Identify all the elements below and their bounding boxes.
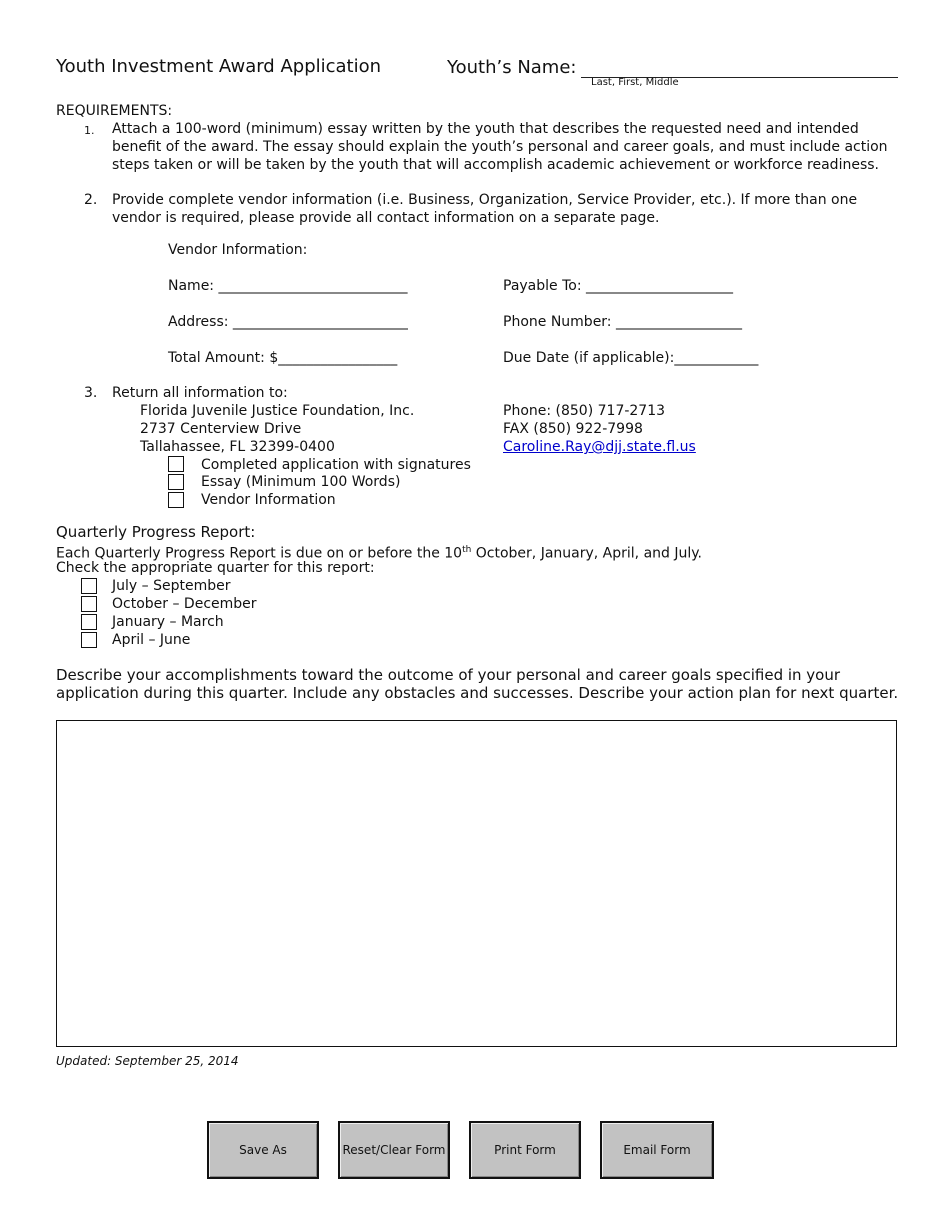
quarter-label-jan-mar: January – March	[112, 614, 224, 630]
quarter-checkbox-oct-dec[interactable]	[81, 596, 97, 612]
requirement-1-line-3: steps taken or will be taken by the youth that will accomplish academic achievement or workforce readiness.	[112, 157, 879, 173]
youth-name-hint: Last, First, Middle	[591, 77, 679, 88]
requirement-1-number: 1.	[84, 124, 95, 137]
checklist-label-vendor: Vendor Information	[201, 492, 336, 508]
accomplishments-text-area-container	[56, 720, 897, 1047]
describe-line-2: application during this quarter. Include any obstacles and successes. Describe your action plan for next quarter.	[56, 684, 899, 702]
requirement-2-number: 2.	[84, 192, 98, 208]
accomplishments-textarea[interactable]	[57, 721, 896, 1046]
requirement-3-number: 3.	[84, 385, 98, 401]
vendor-phone-field[interactable]: Phone Number: __________________	[503, 314, 742, 330]
requirements-heading: REQUIREMENTS:	[56, 103, 173, 119]
checklist-checkbox-application[interactable]	[168, 456, 184, 472]
return-street: 2737 Centerview Drive	[140, 421, 302, 437]
youth-name-input[interactable]	[581, 56, 898, 78]
vendor-payable-to-field[interactable]: Payable To: _____________________	[503, 278, 734, 294]
quarterly-due-sup: th	[462, 545, 472, 555]
requirement-2-line-2: vendor is required, please provide all contact information on a separate page.	[112, 210, 660, 226]
requirement-2-line-1: Provide complete vendor information (i.e. Business, Organization, Service Provider, etc.). If more than one	[112, 192, 858, 208]
return-phone: Phone: (850) 717-2713	[503, 403, 666, 419]
quarterly-due-post: October, January, April, and July.	[471, 545, 702, 562]
save-as-button[interactable]: Save As	[207, 1121, 319, 1179]
return-city: Tallahassee, FL 32399-0400	[140, 439, 335, 455]
email-form-button[interactable]: Email Form	[600, 1121, 714, 1179]
vendor-name-field[interactable]: Name: ___________________________	[168, 278, 408, 294]
checklist-checkbox-vendor[interactable]	[168, 492, 184, 508]
youth-name-label: Youth’s Name:	[447, 57, 577, 78]
quarter-checkbox-jul-sep[interactable]	[81, 578, 97, 594]
vendor-address-field[interactable]: Address: _________________________	[168, 314, 408, 330]
requirement-3-text: Return all information to:	[112, 385, 288, 401]
quarterly-heading: Quarterly Progress Report:	[56, 523, 256, 541]
return-org: Florida Juvenile Justice Foundation, Inc.	[140, 403, 415, 419]
vendor-info-heading: Vendor Information:	[168, 242, 308, 258]
checklist-label-essay: Essay (Minimum 100 Words)	[201, 474, 401, 490]
quarter-label-jul-sep: July – September	[112, 578, 231, 594]
return-email-link[interactable]: Caroline.Ray@djj.state.fl.us	[503, 439, 696, 455]
updated-date: Updated: September 25, 2014	[56, 1054, 239, 1068]
quarter-checkbox-apr-jun[interactable]	[81, 632, 97, 648]
quarterly-check-text: Check the appropriate quarter for this report:	[56, 560, 375, 576]
form-title: Youth Investment Award Application	[56, 56, 382, 77]
describe-line-1: Describe your accomplishments toward the outcome of your personal and career goals specified in your	[56, 666, 841, 684]
requirement-1-line-2: benefit of the award. The essay should explain the youth’s personal and career goals, and must include action	[112, 139, 888, 155]
checklist-label-application: Completed application with signatures	[201, 457, 471, 473]
vendor-total-amount-field[interactable]: Total Amount: $_________________	[168, 350, 398, 366]
vendor-due-date-field[interactable]: Due Date (if applicable):____________	[503, 350, 759, 366]
quarter-checkbox-jan-mar[interactable]	[81, 614, 97, 630]
quarter-label-oct-dec: October – December	[112, 596, 257, 612]
quarterly-due-pre: Each Quarterly Progress Report is due on or before the 10	[56, 545, 463, 562]
print-form-button[interactable]: Print Form	[469, 1121, 581, 1179]
return-fax: FAX (850) 922-7998	[503, 421, 643, 437]
checklist-checkbox-essay[interactable]	[168, 474, 184, 490]
reset-clear-form-button[interactable]: Reset/Clear Form	[338, 1121, 450, 1179]
requirement-1-line-1: Attach a 100-word (minimum) essay written by the youth that describes the requested need and intended	[112, 121, 859, 137]
quarter-label-apr-jun: April – June	[112, 632, 191, 648]
